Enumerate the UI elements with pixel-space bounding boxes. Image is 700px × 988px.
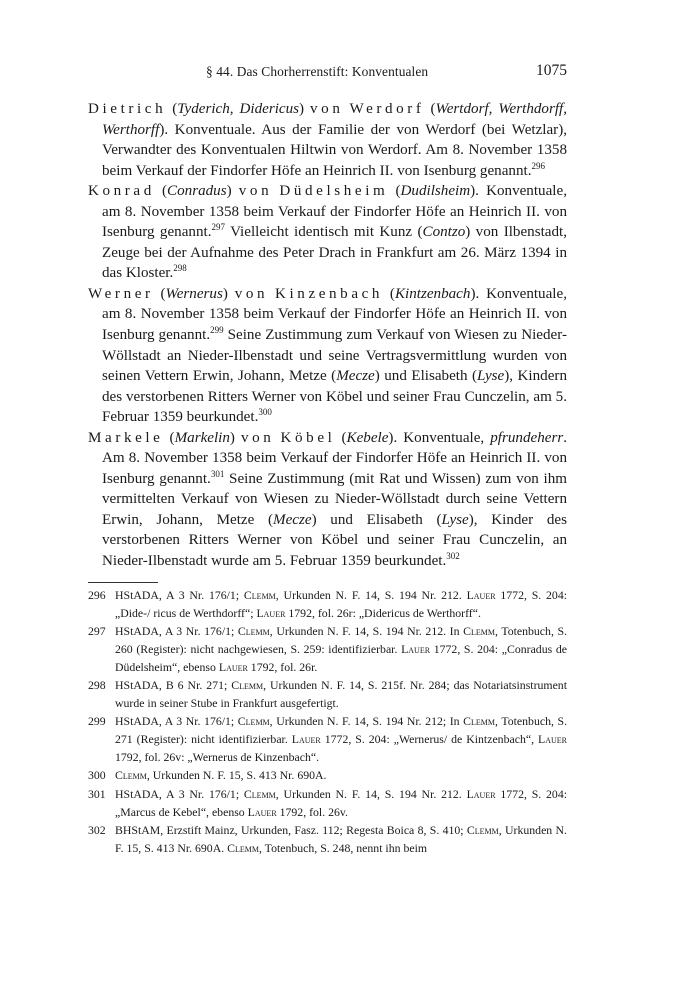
footnote-ref[interactable]: 302: [446, 551, 460, 562]
footnote-number: 296: [88, 588, 106, 602]
author-name: Clemm: [231, 678, 264, 693]
name-variants: Conradus: [167, 183, 227, 200]
footnote-text: 1792, fol. 26v: „Wernerus de Kinzenbach“.: [115, 750, 320, 765]
running-header: [88, 62, 567, 84]
footnote-301: [88, 785, 567, 821]
footnote-text: , Totenbuch, S. 248, nennt ihn beim: [259, 840, 428, 855]
entry-place: Werdorf: [349, 101, 425, 117]
footnote-text: , Urkunden N. F. 14, S. 194 Nr. 212.: [275, 588, 467, 602]
italic-term: Mecze: [336, 368, 375, 385]
name-variants: Markelin: [174, 429, 230, 446]
footnote-text: , Totenbuch, S. 271 (Register): nicht identifizierbar.: [115, 714, 568, 747]
entry-prep: von: [234, 285, 269, 302]
footnote-text: HStADA, A 3 Nr. 176/1;: [115, 624, 238, 639]
entry-name: Konrad: [88, 183, 155, 200]
author-name: Clemm: [237, 624, 270, 639]
italic-term: pfrundeherr: [490, 429, 564, 446]
entry-place: Düdelsheim: [279, 183, 389, 200]
entry-text: . Am 8. November 1358 beim Verkauf der Findorfer Höfe an Heinrich II. von Isenburg genannt.: [102, 429, 567, 487]
author-name: Clemm: [115, 768, 147, 783]
footnote-text: HStADA, B 6 Nr. 271;: [115, 678, 232, 693]
footnote-text: , Urkunden N. F. 14, S. 194 Nr. 212.: [275, 786, 467, 801]
footnote-text: 1772, S. 204: „Wernerus/ de Kintzenbach“,: [320, 732, 539, 747]
author-name: Clemm: [466, 822, 499, 837]
entry-text: Vielleicht identisch mit Kunz (: [224, 224, 423, 241]
italic-term: Lyse: [441, 511, 469, 528]
entry-text: Seine Zustimmung (mit Rat und Wissen) zum von ihm vermittelten Verkauf von Wiesen zu Nieder-Wöllstadt durch seine Vettern Erwin, Johann, Metze (: [102, 470, 567, 528]
italic-term: Contzo: [422, 224, 466, 241]
footnote-text: 1792, fol. 26r: „Didericus de Werthorff“.: [285, 606, 481, 621]
footnote-296: [88, 586, 567, 622]
name-variants: Wernerus: [165, 285, 223, 302]
author-name: Lauer: [466, 588, 496, 602]
entry-place: Köbel: [280, 429, 336, 446]
place-variants: Kintzenbach: [394, 285, 471, 302]
footnote-number: 302: [88, 822, 106, 837]
footnote-298: [88, 676, 567, 712]
entry-text: ), Kindern des verstorbenen Ritters Werner von Köbel und seiner Frau Cunczelin, am 5. Februar 1359 beurkundet.: [102, 368, 567, 426]
entry-name: Markele: [88, 429, 164, 446]
entry-text: ) von Ilbenstadt, Zeuge bei der Aufnahme des Peter Drach in Frankfurt am 26. März 1394 in das Kloster.: [102, 224, 567, 282]
entry-text: . Konventuale, am 8. November 1358 beim Verkauf der Findorfer Höfe an Heinrich II. von Isenburg genannt.: [102, 285, 567, 344]
entry-text: Seine Zustimmung zum Verkauf von Wiesen zu Nieder-Wöllstadt an Nieder-Ilbenstadt und seine Vertragsvermittlung wurden von seinen Vettern Erwin, Johann, Metze (: [102, 327, 567, 385]
entry-prep: von: [241, 429, 275, 446]
italic-term: Lyse: [477, 368, 505, 385]
footnote-number: 301: [88, 786, 106, 801]
footnote-text: BHStAM, Erzstift Mainz, Urkunden, Fasz. 112; Regesta Boica 8, S. 410;: [115, 822, 467, 837]
entry-text: ) und Elisabeth (: [374, 368, 478, 385]
entry-werner: Werner (Wernerus) von Kinzenbach (Kintzenbach). Konventuale, am 8. November 1358 beim Verkauf der Findorfer Höfe an Heinrich II. von Isenburg genannt.$^{299}$ Seine Zustimmung zum Verkauf von Wiesen zu Nieder-Wöllstadt an Nieder-Ilbenstadt und seine Vertragsvermittlung wurden von seinen Vettern Erwin, Johann, Metze (Mecze) und Elisabeth (Lyse), Kindern des verstorbenen Ritters Werner von Köbel und seiner Frau Cunczelin, am 5. Februar 1359 beurkundet.$^{300}$: [88, 285, 567, 426]
author-name: Clemm: [463, 624, 495, 639]
place-variants: Kebele: [346, 429, 389, 446]
author-name: Lauer: [247, 804, 277, 819]
footnote-number: 298: [88, 678, 106, 693]
entry-markele: Markele (Markelin) von Köbel (Kebele). Konventuale, pfrundeherr. Am 8. November 1358 beim Verkauf der Findorfer Höfe an Heinrich II. von Isenburg genannt.$^{301}$ Seine Zustimmung (mit Rat und Wissen) zum von ihm vermittelten Verkauf von Wiesen zu Nieder-Wöllstadt durch seine Vettern Erwin, Johann, Metze (Mecze) und Elisabeth (Lyse), Kinder des verstorbenen Ritters Werner von Köbel und seiner Frau Cunczelin, an Nieder-Ilbenstadt wurde am 5. Februar 1359 beurkundet.$^{302}$: [88, 429, 567, 570]
author-name: Clemm: [463, 714, 496, 729]
italic-term: Mecze: [273, 511, 312, 528]
author-name: Clemm: [243, 588, 276, 602]
author-name: Lauer: [466, 786, 496, 801]
author-name: Lauer: [401, 642, 431, 657]
footnote-300: [88, 766, 567, 784]
footnote-ref[interactable]: 297: [211, 222, 225, 233]
entry-text: ) und Elisabeth (: [311, 511, 442, 528]
footnotes: [88, 586, 567, 857]
footnote-number: 297: [88, 624, 106, 639]
footnote-number: 299: [88, 714, 106, 729]
entry-prep: von: [238, 183, 273, 200]
footnote-text: , Urkunden N. F. 15, S. 413 Nr. 690A.: [146, 768, 327, 783]
footnote-text: 1772, S. 204: „Conradus de Düdelsheim“, ebenso: [115, 642, 567, 675]
author-name: Clemm: [227, 840, 259, 855]
main-text: [88, 99, 567, 572]
footnote-number: 300: [88, 768, 106, 783]
footnote-text: 1792, fol. 26v.: [276, 804, 348, 819]
entry-text: . Konventuale,: [393, 429, 491, 446]
entry-name: Dietrich: [88, 101, 167, 117]
author-name: Lauer: [218, 660, 248, 675]
footnote-text: HStADA, A 3 Nr. 176/1;: [115, 714, 238, 729]
footnote-text: , Urkunden N. F. 14, S. 194 Nr. 212. In: [269, 624, 464, 639]
entry-prep: von: [310, 101, 344, 117]
entry-dietrich: Dietrich (Tyderich, Didericus) von Werdorf (Wertdorf, Werthdorff, Werthorff). Konventuale. Aus der Familie der von Werdorf (bei Wetzlar), Verwandter des Konventualen Hiltwin von Werdorf. Am 8. November 1358 beim Verkauf der Findorfer Höfe an Heinrich II. von Isenburg genannt.$^{296}$: [88, 101, 567, 179]
footnote-text: 1772, S. 204: „Dide-/ ricus de Werthdorff“;: [115, 588, 568, 621]
entry-name: Werner: [88, 285, 154, 302]
footnote-ref[interactable]: 301: [210, 468, 225, 479]
footnote-299: [88, 712, 567, 766]
footnote-text: , Totenbuch, S. 260 (Register): nicht nachgewiesen, S. 259: identifizierbar.: [115, 624, 568, 657]
footnote-ref[interactable]: 296: [531, 160, 545, 171]
place-variants: Dudilsheim: [400, 183, 471, 200]
author-name: Clemm: [237, 714, 270, 729]
footnote-divider: [88, 582, 158, 583]
page-number: 1075: [536, 62, 567, 79]
entry-text: ), Kinder des verstorbenen Ritters Werner von Köbel und seiner Frau Cunczelin, an Nieder-Ilbenstadt wurde am 5. Februar 1359 beurkundet.: [102, 511, 567, 570]
footnote-ref[interactable]: 299: [210, 325, 224, 336]
author-name: Lauer: [538, 732, 568, 747]
footnote-text: 1792, fol. 26r.: [247, 660, 318, 675]
place-variants: Wertdorf, Werthdorff, Werthorff: [102, 101, 567, 138]
footnote-302: [88, 821, 567, 857]
footnote-text: , Urkunden N. F. 15, S. 413 Nr. 690A.: [115, 822, 567, 855]
footnote-297: [88, 622, 567, 676]
footnote-text: , Urkunden N. F. 14, S. 215f. Nr. 284; das Notariatsinstrument wurde in seiner Stube in Frankfurt ausgefertigt.: [115, 678, 567, 711]
author-name: Clemm: [243, 786, 276, 801]
footnote-text: HStADA, A 3 Nr. 176/1;: [115, 786, 244, 801]
footnote-ref[interactable]: 300: [258, 407, 272, 418]
entry-text: . Konventuale. Aus der Familie der von Werdorf (bei Wetzlar), Verwandter des Konventualen Hiltwin von Werdorf. Am 8. November 1358 beim Verkauf der Findorfer Höfe an Heinrich II. von Isenburg genannt.: [102, 121, 567, 179]
entry-text: . Konventuale, am 8. November 1358 beim Verkauf der Findorfer Höfe an Heinrich II. von Isenburg genannt.: [102, 183, 567, 241]
footnote-text: , Urkunden N. F. 14, S. 194 Nr. 212; In: [269, 714, 464, 729]
author-name: Lauer: [291, 732, 321, 747]
author-name: Lauer: [256, 606, 286, 621]
running-title: § 44. Das Chorherrenstift: Konventualen: [206, 64, 429, 79]
entry-place: Kinzenbach: [275, 285, 384, 302]
name-variants: Tyderich, Didericus: [177, 101, 300, 117]
entry-konrad: Konrad (Conradus) von Düdelsheim (Dudilsheim). Konventuale, am 8. November 1358 beim Verkauf der Findorfer Höfe an Heinrich II. von Isenburg genannt.$^{297}$ Vielleicht identisch mit Kunz (Contzo) von Ilbenstadt, Zeuge bei der Aufnahme des Peter Drach in Frankfurt am 26. März 1394 in das Kloster.$^{298}$: [88, 183, 567, 282]
footnote-text: HStADA, A 3 Nr. 176/1;: [115, 588, 244, 602]
footnote-ref[interactable]: 298: [173, 263, 187, 274]
footnote-text: 1772, S. 204: „Marcus de Kebel“, ebenso: [115, 786, 568, 819]
